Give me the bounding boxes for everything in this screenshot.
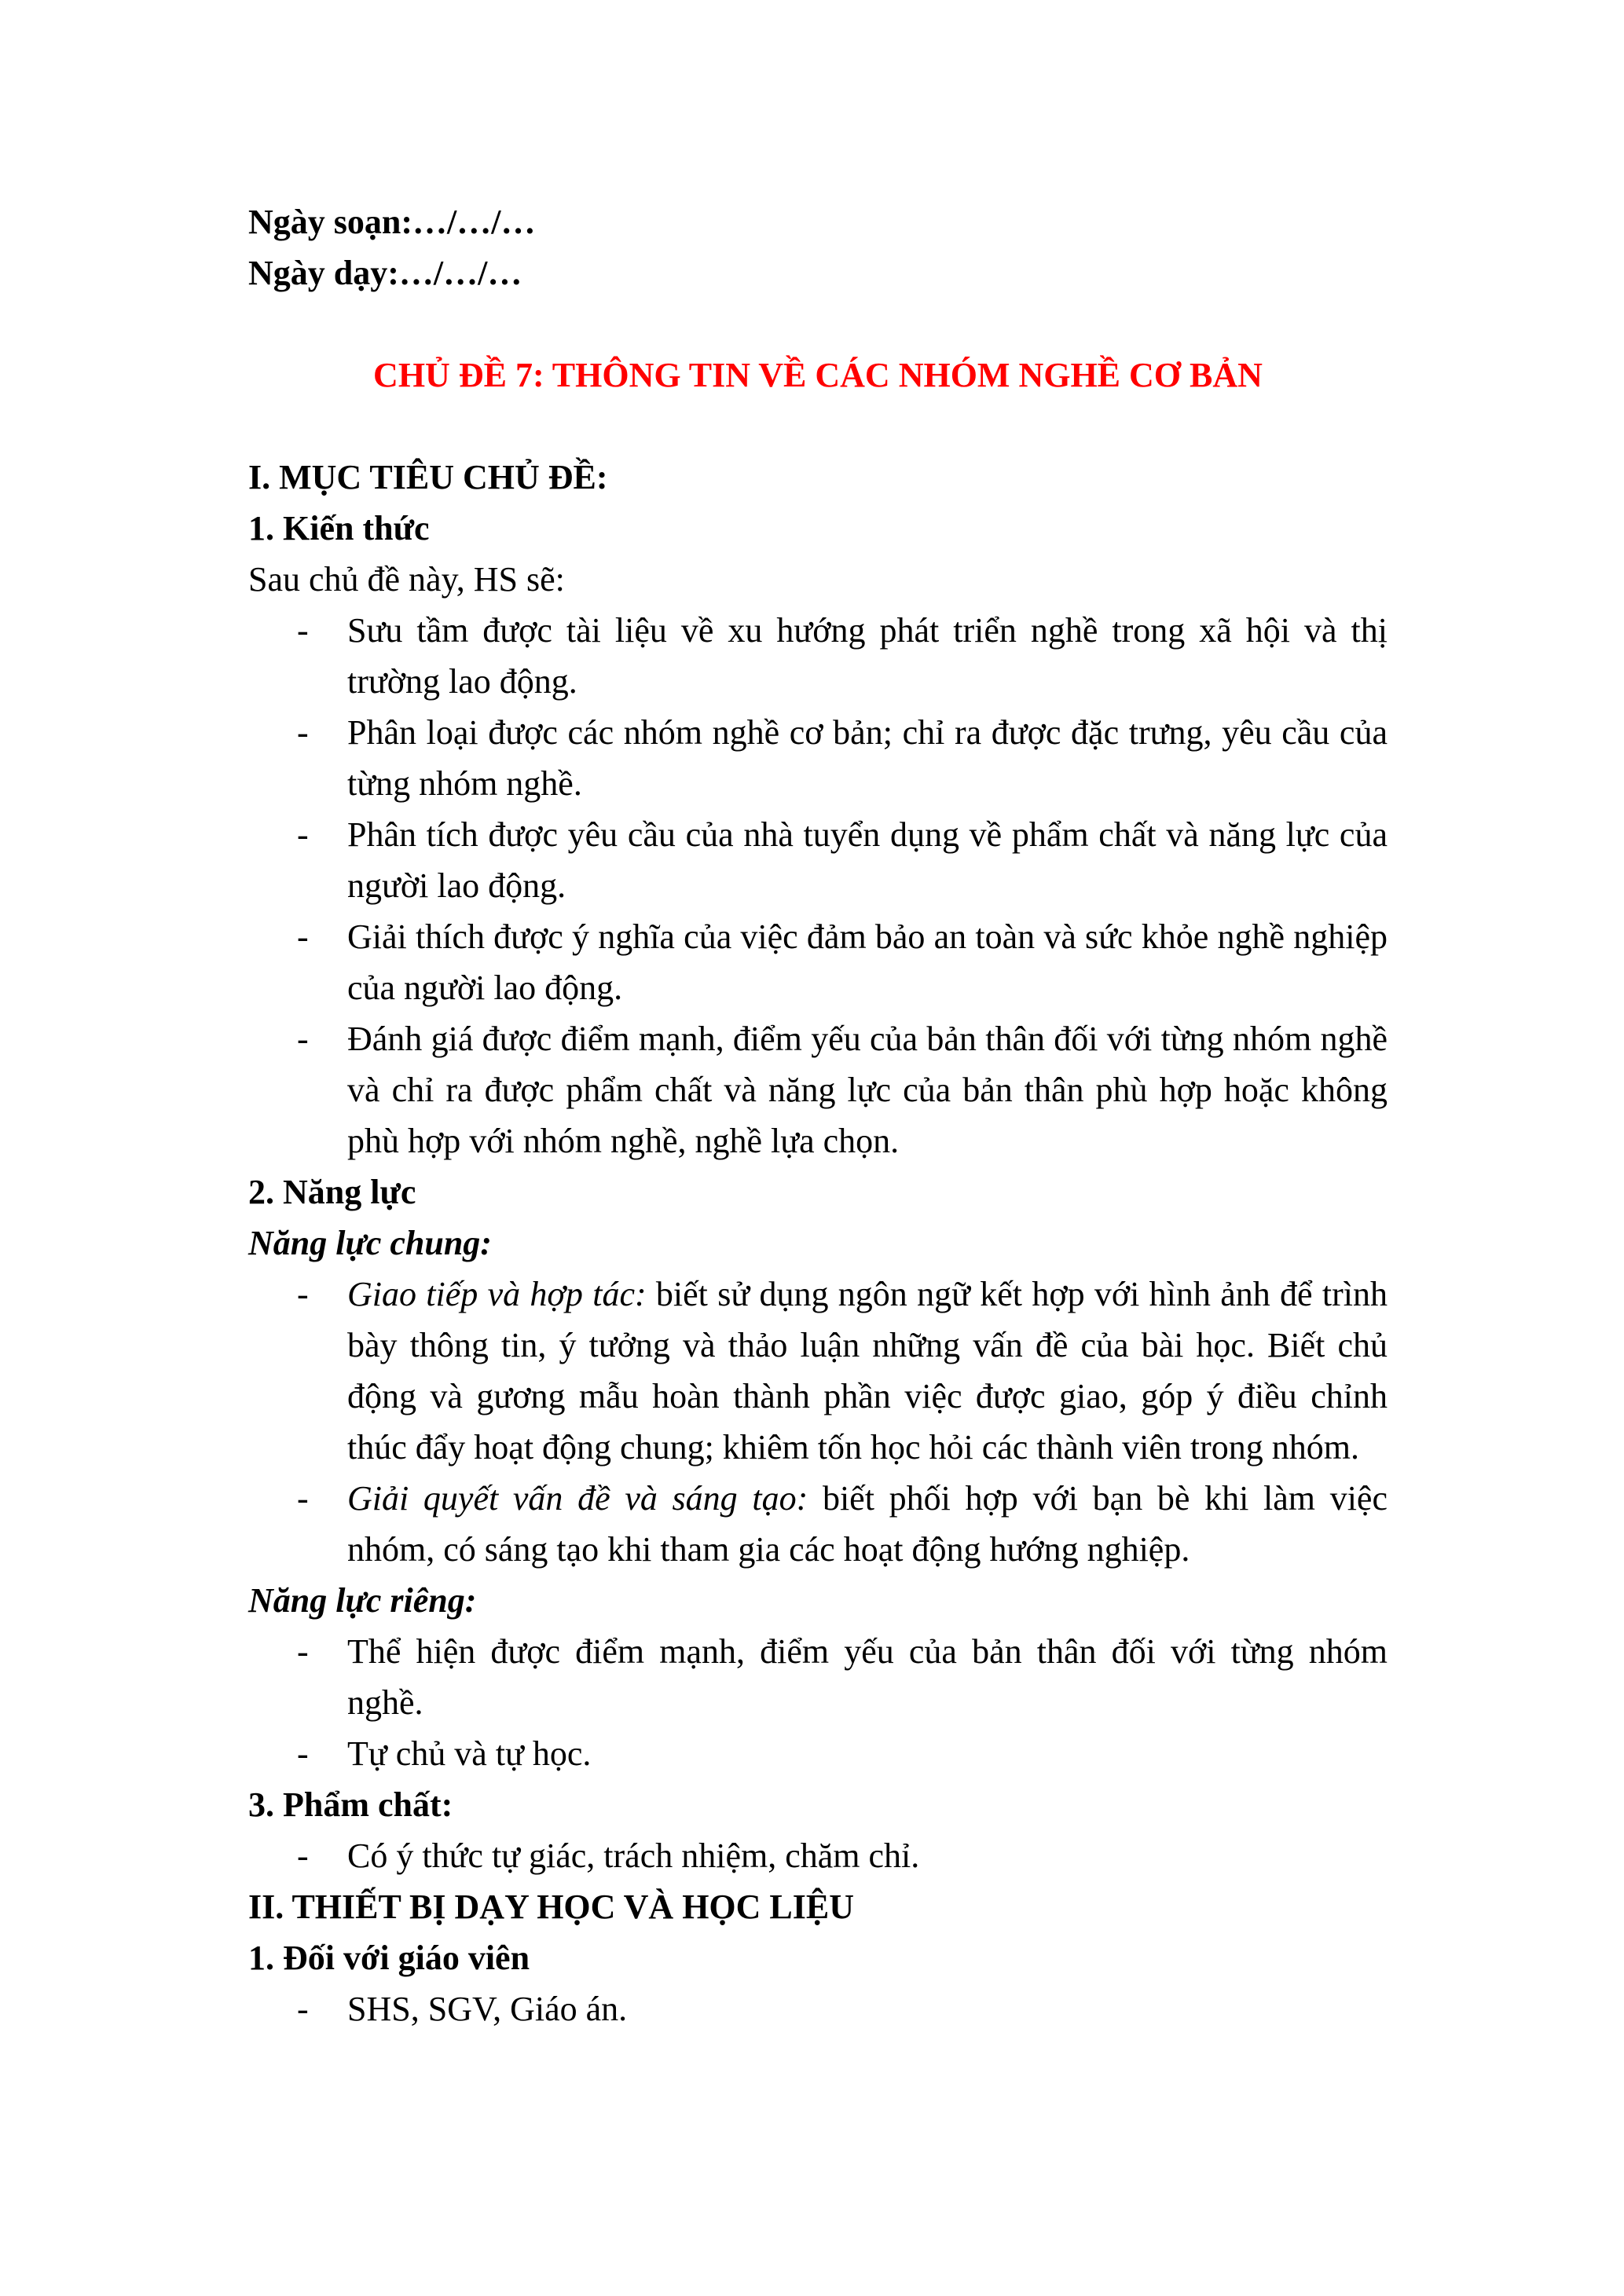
teacher-materials-list: [248, 1983, 1388, 2034]
list-item-text: Có ý thức tự giác, trách nhiệm, chăm chỉ.: [347, 1836, 920, 1875]
subsection-heading: 3. Phẩm chất:: [248, 1785, 453, 1824]
dash-bullet: -: [297, 713, 309, 752]
specific-competence-list: [248, 1626, 1388, 1779]
dash-bullet: -: [297, 1836, 309, 1875]
list-item-text: Thể hiện được điểm mạnh, điểm yếu của bản thân đối với từng nhóm nghề.: [347, 1632, 1388, 1722]
section-heading: II. THIẾT BỊ DẠY HỌC VÀ HỌC LIỆU: [248, 1888, 855, 1926]
list-item: [248, 1626, 1388, 1728]
subsection-heading: 2. Năng lực: [248, 1173, 416, 1211]
knowledge-list: [248, 605, 1388, 1166]
subsection-heading: 1. Kiến thức: [248, 509, 430, 547]
list-item-text: biết sử dụng ngôn ngữ kết hợp với hình ảnh để trình bày thông tin, ý tưởng và thảo luận những vấn đề của bài học. Biết chủ động và gương mẫu hoàn thành phần việc được giao, góp ý điều chỉnh thúc đẩy hoạt động chung; khiêm tốn học hỏi các thành viên trong nhóm.: [347, 1275, 1388, 1467]
list-item: [248, 809, 1388, 911]
date-prepared: Ngày soạn:…/…/…: [248, 203, 536, 241]
list-item: [248, 1830, 1388, 1881]
list-item: [248, 1473, 1388, 1575]
dash-bullet: -: [297, 1632, 309, 1671]
dash-bullet: -: [297, 1734, 309, 1773]
dash-bullet: -: [297, 1990, 309, 2028]
section-heading: I. MỤC TIÊU CHỦ ĐỀ:: [248, 458, 608, 496]
general-competence-list: [248, 1269, 1388, 1575]
list-item-text: Phân tích được yêu cầu của nhà tuyển dụng về phẩm chất và năng lực của người lao động.: [347, 815, 1388, 905]
list-item-text: Phân loại được các nhóm nghề cơ bản; chỉ ra được đặc trưng, yêu cầu của từng nhóm nghề.: [347, 713, 1388, 803]
item-label: Giao tiếp và hợp tác:: [347, 1275, 647, 1313]
qualities-list: [248, 1830, 1388, 1881]
document-page: [248, 196, 1388, 2034]
dash-bullet: -: [297, 1479, 309, 1518]
document-title: CHỦ ĐỀ 7: THÔNG TIN VỀ CÁC NHÓM NGHỀ CƠ BẢN: [373, 356, 1263, 394]
dash-bullet: -: [297, 1020, 309, 1058]
intro-text: Sau chủ đề này, HS sẽ:: [248, 560, 565, 599]
dash-bullet: -: [297, 815, 309, 854]
list-item: [248, 1728, 1388, 1779]
dash-bullet: -: [297, 1275, 309, 1313]
specific-competence-heading: Năng lực riêng:: [248, 1581, 477, 1620]
list-item-text: biết phối hợp với bạn bè khi làm việc nhóm, có sáng tạo khi tham gia các hoạt động hướng nghiệp.: [347, 1479, 1388, 1569]
list-item-text: Sưu tầm được tài liệu về xu hướng phát triển nghề trong xã hội và thị trường lao động.: [347, 611, 1388, 701]
list-item: [248, 911, 1388, 1013]
date-taught: Ngày dạy:…/…/…: [248, 254, 522, 292]
dash-bullet: -: [297, 917, 309, 956]
list-item-text: Đánh giá được điểm mạnh, điểm yếu của bản thân đối với từng nhóm nghề và chỉ ra được phẩm chất và năng lực của bản thân phù hợp hoặc không phù hợp với nhóm nghề, nghề lựa chọn.: [347, 1020, 1388, 1160]
item-label: Giải quyết vấn đề và sáng tạo:: [347, 1479, 808, 1518]
list-item: [248, 1983, 1388, 2034]
dash-bullet: -: [297, 611, 309, 650]
list-item-text: Tự chủ và tự học.: [347, 1734, 592, 1773]
list-item: [248, 1269, 1388, 1473]
list-item-text: SHS, SGV, Giáo án.: [347, 1990, 628, 2028]
list-item: [248, 605, 1388, 707]
list-item: [248, 707, 1388, 809]
subsection-heading: 1. Đối với giáo viên: [248, 1939, 530, 1977]
list-item: [248, 1013, 1388, 1166]
list-item-text: Giải thích được ý nghĩa của việc đảm bảo an toàn và sức khỏe nghề nghiệp của người lao động.: [347, 917, 1388, 1007]
general-competence-heading: Năng lực chung:: [248, 1224, 492, 1262]
